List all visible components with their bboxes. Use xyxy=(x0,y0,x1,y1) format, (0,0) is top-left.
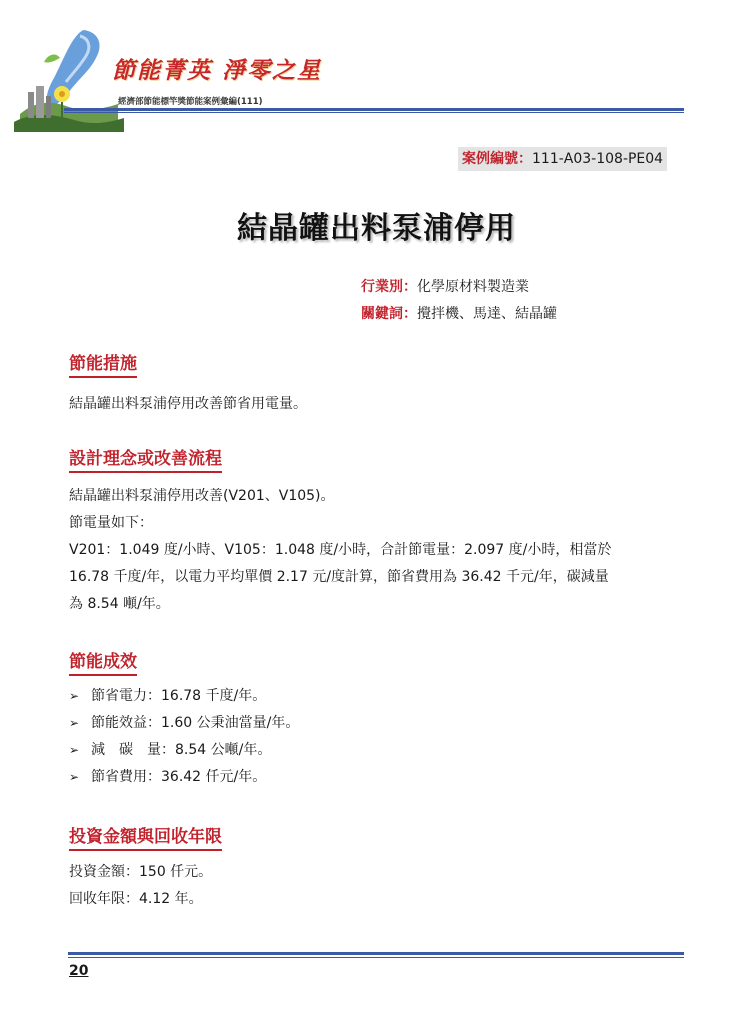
investment-text xyxy=(69,859,212,913)
arrow-bullet-icon: ➢ xyxy=(69,716,80,730)
banner-title: 節能菁英 淨零之星 xyxy=(112,57,323,84)
investment-line: 回收年限：4.12 年。 xyxy=(69,891,203,907)
section-heading-results: 節能成效 xyxy=(69,647,137,676)
banner-subtitle: 經濟部節能標竿獎節能案例彙編(111) xyxy=(118,97,263,107)
header-rule-thin xyxy=(64,112,684,113)
industry-label: 行業別： xyxy=(361,279,417,295)
section-heading-design: 設計理念或改善流程 xyxy=(69,444,222,473)
list-item: ➢ 節能效益：1.60 公秉油當量/年。 xyxy=(69,710,299,737)
design-line: 結晶罐出料泵浦停用改善(V201、V105)。 xyxy=(69,488,335,504)
list-item: ➢ 節省費用：36.42 仟元/年。 xyxy=(69,764,299,791)
meta-industry xyxy=(361,276,529,296)
keywords-label: 關鍵詞： xyxy=(361,306,417,322)
arrow-bullet-icon: ➢ xyxy=(69,770,80,784)
design-line: 節電量如下： xyxy=(69,515,153,531)
measures-text: 結晶罐出料泵浦停用改善節省用電量。 xyxy=(69,396,307,412)
industry-value: 化學原材料製造業 xyxy=(417,279,529,295)
case-number-value: 111-A03-108-PE04 xyxy=(532,151,664,167)
section-heading-measures: 節能措施 xyxy=(69,349,137,378)
page-number: 20 xyxy=(69,963,89,979)
design-text xyxy=(69,483,611,618)
keywords-value: 攪拌機、馬達、結晶罐 xyxy=(417,306,557,322)
investment-line: 投資金額：150 仟元。 xyxy=(69,864,213,880)
case-number-box xyxy=(458,147,667,171)
footer-rule xyxy=(68,952,684,955)
section-heading-investment: 投資金額與回收年限 xyxy=(69,822,222,851)
case-number-label: 案例編號： xyxy=(462,151,532,167)
design-line: 16.78 千度/年，以電力平均單價 2.17 元/度計算，節省費用為 36.42 千元/年，碳減量 xyxy=(69,569,609,585)
header-rule xyxy=(64,108,684,111)
footer-rule-thin xyxy=(68,957,684,958)
design-line: V201：1.049 度/小時、V105：1.048 度/小時，合計節電量：2.097 度/小時，相當於 xyxy=(69,542,612,558)
list-item: ➢ 節省電力：16.78 千度/年。 xyxy=(69,683,299,710)
arrow-bullet-icon: ➢ xyxy=(69,689,80,703)
taiwan-map-logo-icon xyxy=(14,22,124,132)
results-list xyxy=(69,683,299,791)
arrow-bullet-icon: ➢ xyxy=(69,743,80,757)
list-item: ➢ 減 碳 量：8.54 公噸/年。 xyxy=(69,737,299,764)
design-line: 為 8.54 噸/年。 xyxy=(69,596,170,612)
meta-keywords xyxy=(361,303,557,323)
page-title: 結晶罐出料泵浦停用 xyxy=(237,211,516,246)
